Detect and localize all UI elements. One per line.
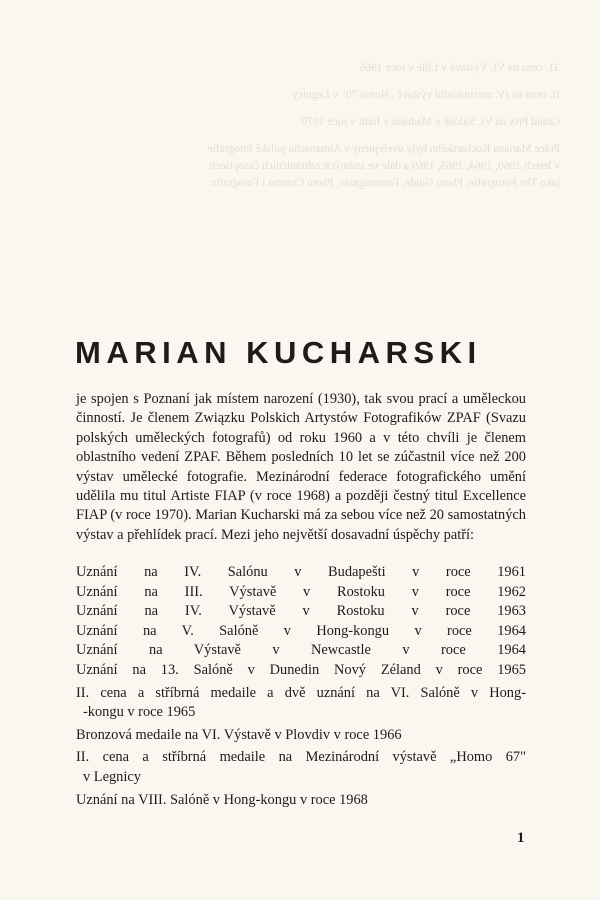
award-line: Bronzová medaile na VI. Výstavě v Plovdiv v roce 1966 <box>76 726 402 743</box>
ghost-paragraph: Práce Mariana Kucharského byly uveřejněny v Almanachu polské fotografie v letech 1960, 1964, 1965, 1969 a dále ve známých zahraničních časopisech jako The Fotografie, Photo Guide, Fotomagazin, Photo Cinema i Fotografie. <box>207 143 560 189</box>
award-line-continuation: v Legnicy <box>83 768 141 785</box>
page-number: 1 <box>517 830 525 846</box>
bleed-through-text <box>200 60 560 202</box>
award-item <box>76 602 526 622</box>
award-item <box>76 726 526 746</box>
awards-list <box>76 563 526 813</box>
award-item <box>76 684 526 723</box>
award-line: II. cena a stříbrná medaile a dvě uznání na VI. Salóně v Hong- <box>76 684 526 701</box>
ghost-line: 31. cena na VI. Výstavě v Lille v roce 1966 <box>359 62 560 74</box>
award-item <box>76 622 526 642</box>
award-line: Uznání na V. Salóně v Hong-kongu v roce 1964 <box>76 622 526 639</box>
award-item <box>76 563 526 583</box>
award-line: Uznání na Výstavě v Newcastle v roce 1964 <box>76 642 526 659</box>
award-item <box>76 583 526 603</box>
ghost-line: Grand Prix na VI. Salóně v Madrasu v Indii v roce 1970 <box>301 116 560 128</box>
award-item <box>76 661 526 681</box>
award-line: Uznání na 13. Salóně v Dunedin Nový Zéland v roce 1965 <box>76 661 526 678</box>
award-line: Uznání na III. Výstavě v Rostoku v roce 1962 <box>76 583 526 600</box>
biography-paragraph: je spojen s Poznaní jak místem narození (1930), tak svou prací a uměleckou činností. Je členem Związku Polskich Artystów Fotografików ZPAF (Svazu polských uměleckých fotografů) od roku 1960 a v této chvíli je členem oblastního vedení ZPAF. Během posledních 10 let se zúčastnil více než 200 výstav umělecké fotografie. Mezinárodní federace fotografického umění udělila mu titul Artiste FIAP (v roce 1968) a později čestný titul Excellence FIAP (v roce 1970). Marian Kucharski má za sebou více než 20 samostatných výstav a přehlídek prací. Mezi jeho největší dosavadní úspěchy patří: <box>76 391 526 543</box>
award-line-continuation: -kongu v roce 1965 <box>83 704 196 721</box>
award-line: II. cena a stříbrná medaile na Mezinárodní výstavě „Homo 67" <box>76 749 526 766</box>
ghost-line: II. cena na IV. mezinárodní výstavě „Homo 70" v Legnicy <box>292 89 560 101</box>
award-line: Uznání na VIII. Salóně v Hong-kongu v roce 1968 <box>76 791 368 808</box>
page-title: MARIAN KUCHARSKI <box>75 335 482 370</box>
award-item <box>76 641 526 661</box>
award-item <box>76 748 526 787</box>
award-item <box>76 791 526 811</box>
award-line: Uznání na IV. Výstavě v Rostoku v roce 1963 <box>76 603 526 620</box>
award-line: Uznání na IV. Salónu v Budapešti v roce 1961 <box>76 564 526 580</box>
